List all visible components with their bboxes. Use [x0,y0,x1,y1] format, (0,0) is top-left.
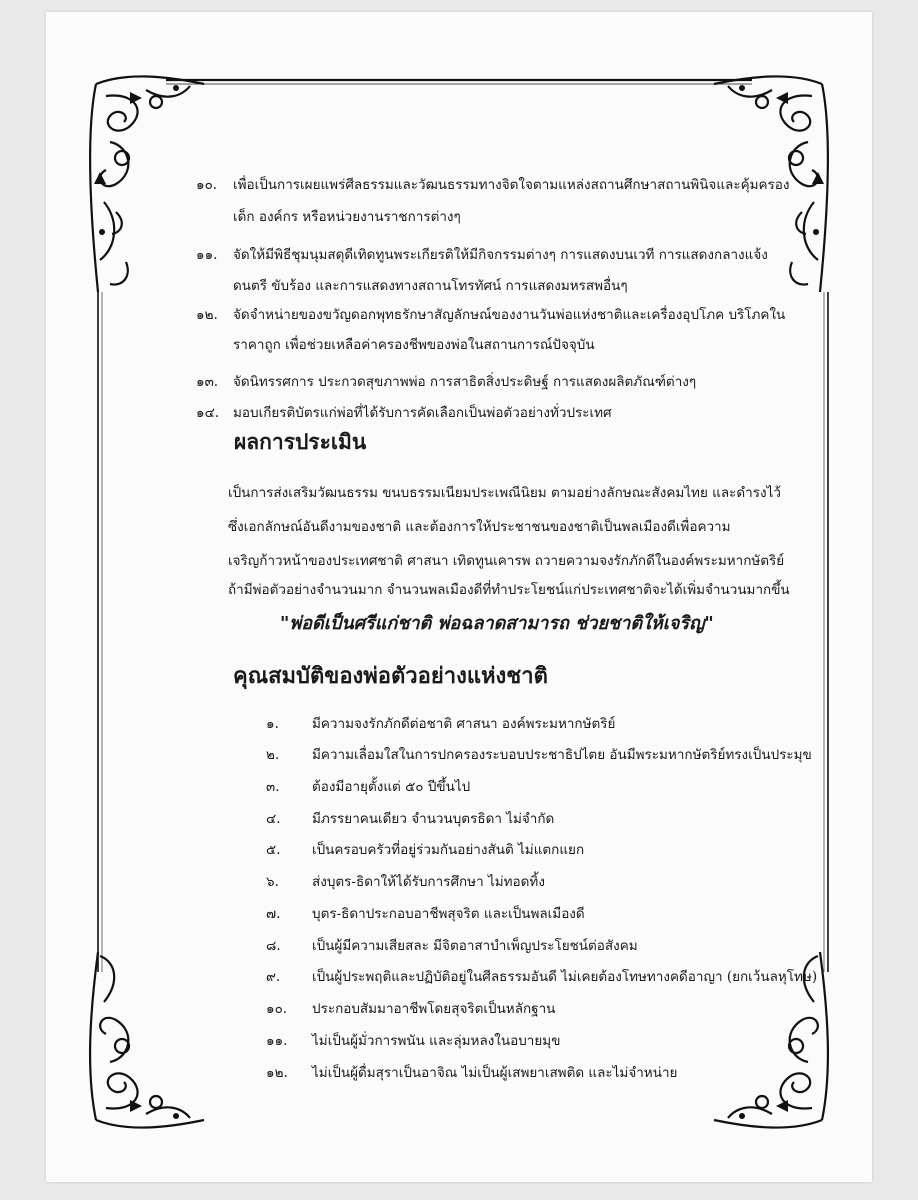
item-text-continuation: ราคาถูก เพื่อช่วยเหลือค่าครองชีพของพ่อในสถานการณ์ปัจจุบัน [233,337,595,353]
item-number: ๕. [266,842,281,858]
item-text: มีความจงรักภักดีต่อชาติ ศาสนา องค์พระมหากษัตริย์ [312,716,616,732]
item-text: เป็นผู้มีความเสียสละ มีจิตอาสาบำเพ็ญประโยชน์ต่อสังคม [312,938,638,954]
paragraph-line: เป็นการส่งเสริมวัฒนธรรม ขนบธรรมเนียมประเพณีนิยม ตามอย่างลักษณะสังคมไทย และดำรงไว้ [228,485,781,501]
item-number: ๑๐. [196,177,218,193]
section-heading-qualifications: คุณสมบัติของพ่อตัวอย่างแห่งชาติ [233,663,548,689]
item-number: ๒. [266,747,280,763]
item-number: ๑๒. [196,307,218,323]
item-number: ๑๑. [196,247,218,263]
item-text: ประกอบสัมมาอาชีพโดยสุจริตเป็นหลักฐาน [312,1001,556,1017]
item-number: ๑๓. [196,374,219,390]
item-number: ๑๐. [266,1001,288,1017]
item-number: ๑๑. [266,1033,288,1049]
corner-ornament-bottom-left [86,942,216,1132]
paragraph-line: ซึ่งเอกลักษณ์อันดีงามของชาติ และต้องการให้ประชาชนของชาติเป็นพลเมืองดีเพื่อความ [228,519,731,535]
item-text-continuation: เด็ก องค์กร หรือหน่วยงานราชการต่างๆ [233,209,461,225]
item-number: ๘. [266,938,281,954]
item-number: ๙. [266,969,281,985]
item-text: ต้องมีอายุตั้งแต่ ๕๐ ปีขึ้นไป [312,779,471,795]
slogan: "พ่อดีเป็นศรีแก่ชาติ พ่อฉลาดสามารถ ช่วยชาติให้เจริญ" [280,613,714,634]
item-number: ๑. [266,716,279,732]
item-text: จัดให้มีพิธีชุมนุมสดุดีเทิดทูนพระเกียรติให้มีกิจกรรมต่างๆ การแสดงบนเวที การแสดงกลางแจ้ง [233,247,768,263]
item-text: จัดนิทรรศการ ประกวดสุขภาพพ่อ การสาธิตสิ่งประดิษฐ์ การแสดงผลิตภัณฑ์ต่างๆ [233,374,697,390]
item-text-continuation: ดนตรี ขับร้อง และการแสดงทางสถานโทรทัศน์ การแสดงมหรสพอื่นๆ [233,278,628,294]
item-text: จัดจำหน่ายของขวัญดอกพุทธรักษาสัญลักษณ์ของงานวันพ่อแห่งชาติและเครื่องอุปโภค บริโภคใน [233,307,786,323]
item-text: เป็นผู้ประพฤติและปฏิบัติอยู่ในศีลธรรมอันดี ไม่เคยต้องโทษทางคดีอาญา (ยกเว้นลหุโทษ) [312,969,818,985]
item-number: ๔. [266,811,281,827]
item-text: มีภรรยาคนเดียว จำนวนบุตรธิดา ไม่จำกัด [312,811,555,827]
item-text: ไม่เป็นผู้ดื่มสุราเป็นอาจิณ ไม่เป็นผู้เสพยาเสพติด และไม่จำหน่าย [312,1065,678,1081]
document-page [46,12,872,1182]
item-text: มอบเกียรติบัตรแก่พ่อที่ได้รับการคัดเลือกเป็นพ่อตัวอย่างทั่วประเทศ [233,405,612,421]
item-number: ๖. [266,874,279,890]
item-text: บุตร-ธิดาประกอบอาชีพสุจริต และเป็นพลเมืองดี [312,906,585,922]
item-text: เป็นครอบครัวที่อยู่ร่วมกันอย่างสันติ ไม่แตกแยก [312,842,585,858]
item-text: เพื่อเป็นการเผยแพร่ศีลธรรมและวัฒนธรรมทางจิตใจตามแหล่งสถานศึกษาสถานพินิจและคุ้มครอง [233,177,790,193]
item-number: ๑๒. [266,1065,288,1081]
item-number: ๗. [266,906,281,922]
section-heading-evaluation: ผลการประเมิน [234,429,367,454]
paragraph-line: เจริญก้าวหน้าของประเทศชาติ ศาสนา เทิดทูนเคารพ ถวายความจงรักภักดีในองค์พระมหากษัตริย์ [228,553,785,569]
item-text: ส่งบุตร-ธิดาให้ได้รับการศึกษา ไม่ทอดทิ้ง [312,874,545,890]
item-number: ๑๔. [196,405,220,421]
item-text: มีความเลื่อมใสในการปกครองระบอบประชาธิปไตย อันมีพระมหากษัตริย์ทรงเป็นประมุข [312,747,812,763]
item-text: ไม่เป็นผู้มั่วการพนัน และลุ่มหลงในอบายมุข [312,1033,561,1049]
item-number: ๓. [266,779,280,795]
paragraph-line: ถ้ามีพ่อตัวอย่างจำนวนมาก จำนวนพลเมืองดีที่ทำประโยชน์แก่ประเทศชาติจะได้เพิ่มจำนวนมากขึ้น [228,582,790,598]
